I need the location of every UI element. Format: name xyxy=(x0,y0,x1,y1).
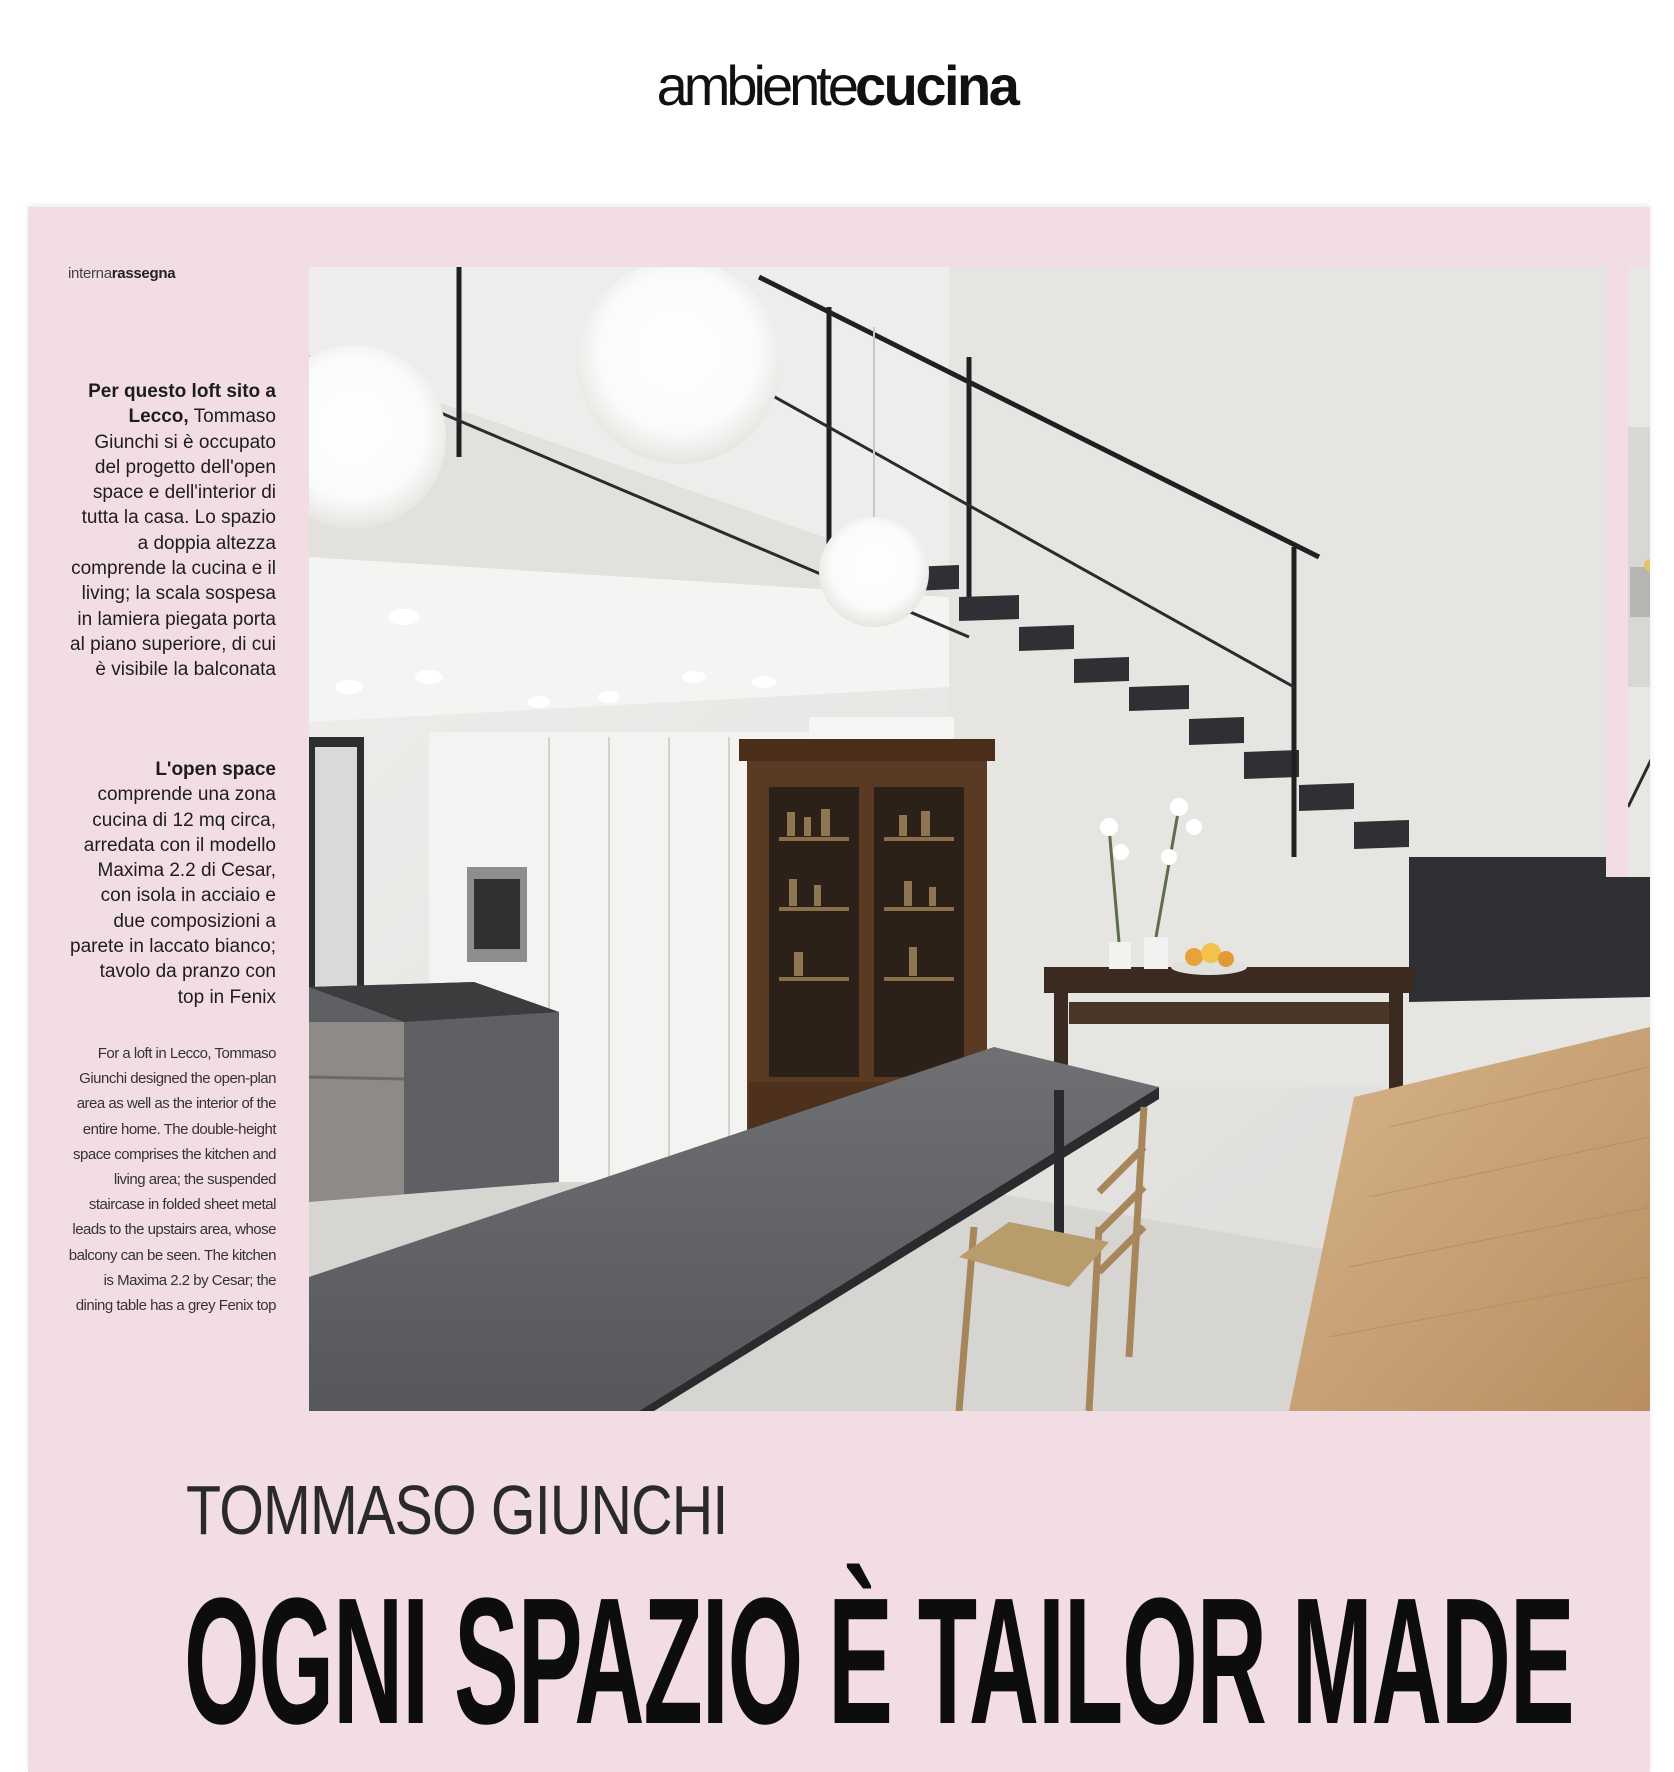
caption-2-lead: L'open space xyxy=(155,759,276,780)
caption-1-lead: Per questo loft sito a Lecco, xyxy=(88,381,276,428)
masthead-light: ambiente xyxy=(656,54,855,117)
article-headline: OGNI SPAZIO È TAILOR MADE xyxy=(184,1561,1574,1762)
caption-italian-2 xyxy=(68,757,276,1010)
magazine-masthead xyxy=(0,54,1674,117)
loft-interior-photo xyxy=(309,267,1650,1411)
caption-2-body: comprende una zona cucina di 12 mq circa, arredata con il modello Maxima 2.2 di Cesar, con isola in acciaio e due composizioni a parete in laccato bianco; tavolo da pranzo con top in Fenix xyxy=(70,784,276,1008)
kitchen-island xyxy=(309,982,559,1202)
secondary-photo-sliver xyxy=(1606,267,1650,877)
section-tag-bold: rassegna xyxy=(111,265,176,282)
caption-1-body: Tommaso Giunchi si è occupato del progetto dell'open space e dell'interior di tutta la casa. Lo spazio a doppia altezza comprende la cucina e il living; la scala sospesa in lamiera piegata porta al piano superiore, di cui è visibile la balconata xyxy=(70,406,276,681)
designer-name: TOMMASO GIUNCHI xyxy=(186,1471,728,1549)
section-tag-light: interna xyxy=(68,265,112,282)
section-tag xyxy=(68,265,175,282)
masthead-bold: cucina xyxy=(854,54,1018,117)
loft-interior-illustration xyxy=(309,267,1650,1411)
caption-english: For a loft in Lecco, Tommaso Giunchi designed the open-plan area as well as the interior of the entire home. The double-height space comprises the kitchen and living area; the suspended staircase in folded sheet metal leads to the upstairs area, whose balcony can be seen. The kitchen is Maxima 2.2 by Cesar; the dining table has a grey Fenix top xyxy=(68,1045,276,1315)
article-page xyxy=(28,207,1650,1772)
caption-italian-1 xyxy=(68,379,276,683)
